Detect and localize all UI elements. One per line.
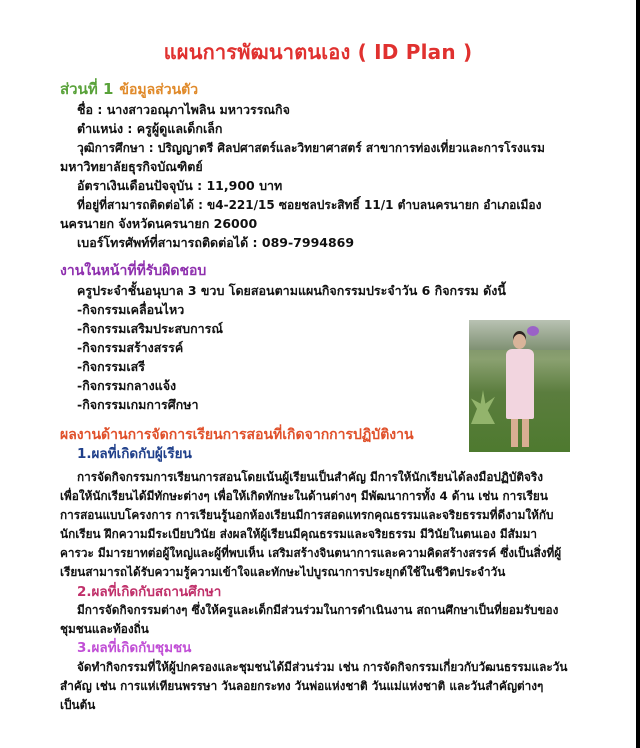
learner-paragraph-line: เพื่อให้นักเรียนได้มีทักษะต่างๆ เพื่อให้เกิดทักษะในด้านต่างๆ มีพัฒนาการทั้ง 4 ด้าน เช่น การเรียน	[60, 489, 548, 503]
address-line-2: นครนายก จังหวัดนครนายก 26000	[60, 216, 258, 231]
duty-item: -กิจกรรมเสริมประสบการณ์	[77, 321, 223, 336]
school-paragraph-line: มีการจัดกิจกรรมต่างๆ ซึ่งให้ครูและเด็กมีส่วนร่วมในการดำเนินงาน สถานศึกษาเป็นที่ยอมรับของ	[77, 603, 559, 617]
learner-paragraph-line: การสอนแบบโครงการ การเรียนรู้นอกห้องเรียนมีการสอดแทรกคุณธรรมและจริยธรรมที่ดีงามให้กับ	[60, 508, 554, 522]
learner-paragraph-line: การจัดกิจกรรมการเรียนการสอนโดยเน้นผู้เรียนเป็นสำคัญ มีการให้นักเรียนได้ลงมือปฏิบัติจริง	[77, 470, 543, 484]
community-paragraph-line: เป็นต้น	[60, 698, 96, 712]
education-line-1: วุฒิการศึกษา : ปริญญาตรี ศิลปศาสตร์และวิทยาศาสตร์ สาขาการท่องเที่ยวและการโรงแรม	[77, 141, 545, 155]
duty-item: -กิจกรรมเคลื่อนไหว	[77, 302, 185, 317]
duty-item: -กิจกรรมเสรี	[77, 359, 145, 374]
address-line-1: ที่อยู่ที่สามารถติดต่อได้ : ข4-221/15 ซอยชลประสิทธิ์ 11/1 ตำบลนครนายก อำเภอเมือง	[77, 198, 542, 212]
duty-item: -กิจกรรมกลางแจ้ง	[77, 378, 177, 393]
learner-paragraph-line: เรียนสามารถได้รับความรู้ความเข้าใจและทักษะไปบูรณาการประยุกต์ใช้ในชีวิตประจำวัน	[60, 565, 506, 579]
position-field: ตำแหน่ง : ครูผู้ดูแลเด็กเล็ก	[77, 121, 223, 136]
profile-photo	[469, 320, 570, 452]
learner-paragraph-line: คารวะ มีมารยาทต่อผู้ใหญ่และผู้ที่พบเห็น เสริมสร้างจินตนาการและความคิดสร้างสรรค์ ซึ่งเป็นสิ่งที่ผู้	[60, 546, 562, 560]
school-paragraph-line: ชุมชนและท้องถิ่น	[60, 622, 149, 636]
community-paragraph-line: สำคัญ เช่น การแห่เทียนพรรษา วันลอยกระทง วันพ่อแห่งชาติ วันแม่แห่งชาติ และวันสำคัญต่างๆ	[60, 679, 544, 693]
salary-field: อัตราเงินเดือนปัจจุบัน : 11,900 บาท	[77, 178, 283, 193]
learner-paragraph-line: นักเรียน ฝึกความมีระเบียบวินัย ส่งผลให้ผู้เรียนมีคุณธรรมและจริยธรรม มีวินัยในตนเอง มีสัมมา	[60, 527, 538, 541]
community-paragraph-line: จัดทำกิจกรรมที่ให้ผู้ปกครองและชุมชนได้มีส่วนร่วม เช่น การจัดกิจกรรมเกี่ยวกับวัฒนธรรมและวัน	[77, 660, 568, 674]
section1-subheading: ข้อมูลส่วนตัว	[119, 82, 199, 98]
phone-field: เบอร์โทรศัพท์ที่สามารถติดต่อได้ : 089-7994869	[77, 235, 355, 250]
name-field: ชื่อ : นางสาวอณุภาไพลิน มหาวรรณกิจ	[77, 102, 290, 117]
section1-heading	[60, 80, 198, 99]
page-title: แผนการพัฒนาตนเอง ( ID Plan )	[163, 40, 473, 64]
duty-item: -กิจกรรมสร้างสรรค์	[77, 340, 184, 355]
education-line-2: มหาวิทยาลัยธุรกิจบัณฑิตย์	[60, 159, 203, 174]
community-results-heading: 3.ผลที่เกิดกับชุมชน	[77, 640, 192, 656]
screen-edge-border	[636, 0, 640, 748]
duty-item: -กิจกรรมเกมการศึกษา	[77, 397, 199, 412]
results-heading: ผลงานด้านการจัดการเรียนการสอนที่เกิดจากการปฏิบัติงาน	[60, 427, 414, 443]
duties-heading: งานในหน้าที่ที่รับผิดชอบ	[60, 263, 207, 279]
duties-intro: ครูประจำชั้นอนุบาล 3 ขวบ โดยสอนตามแผนกิจกรรมประจำวัน 6 กิจกรรม ดังนี้	[77, 283, 506, 298]
learner-results-heading: 1.ผลที่เกิดกับผู้เรียน	[77, 446, 192, 462]
school-results-heading: 2.ผลที่เกิดกับสถานศึกษา	[77, 584, 222, 600]
section1-number: ส่วนที่ 1	[60, 80, 114, 98]
